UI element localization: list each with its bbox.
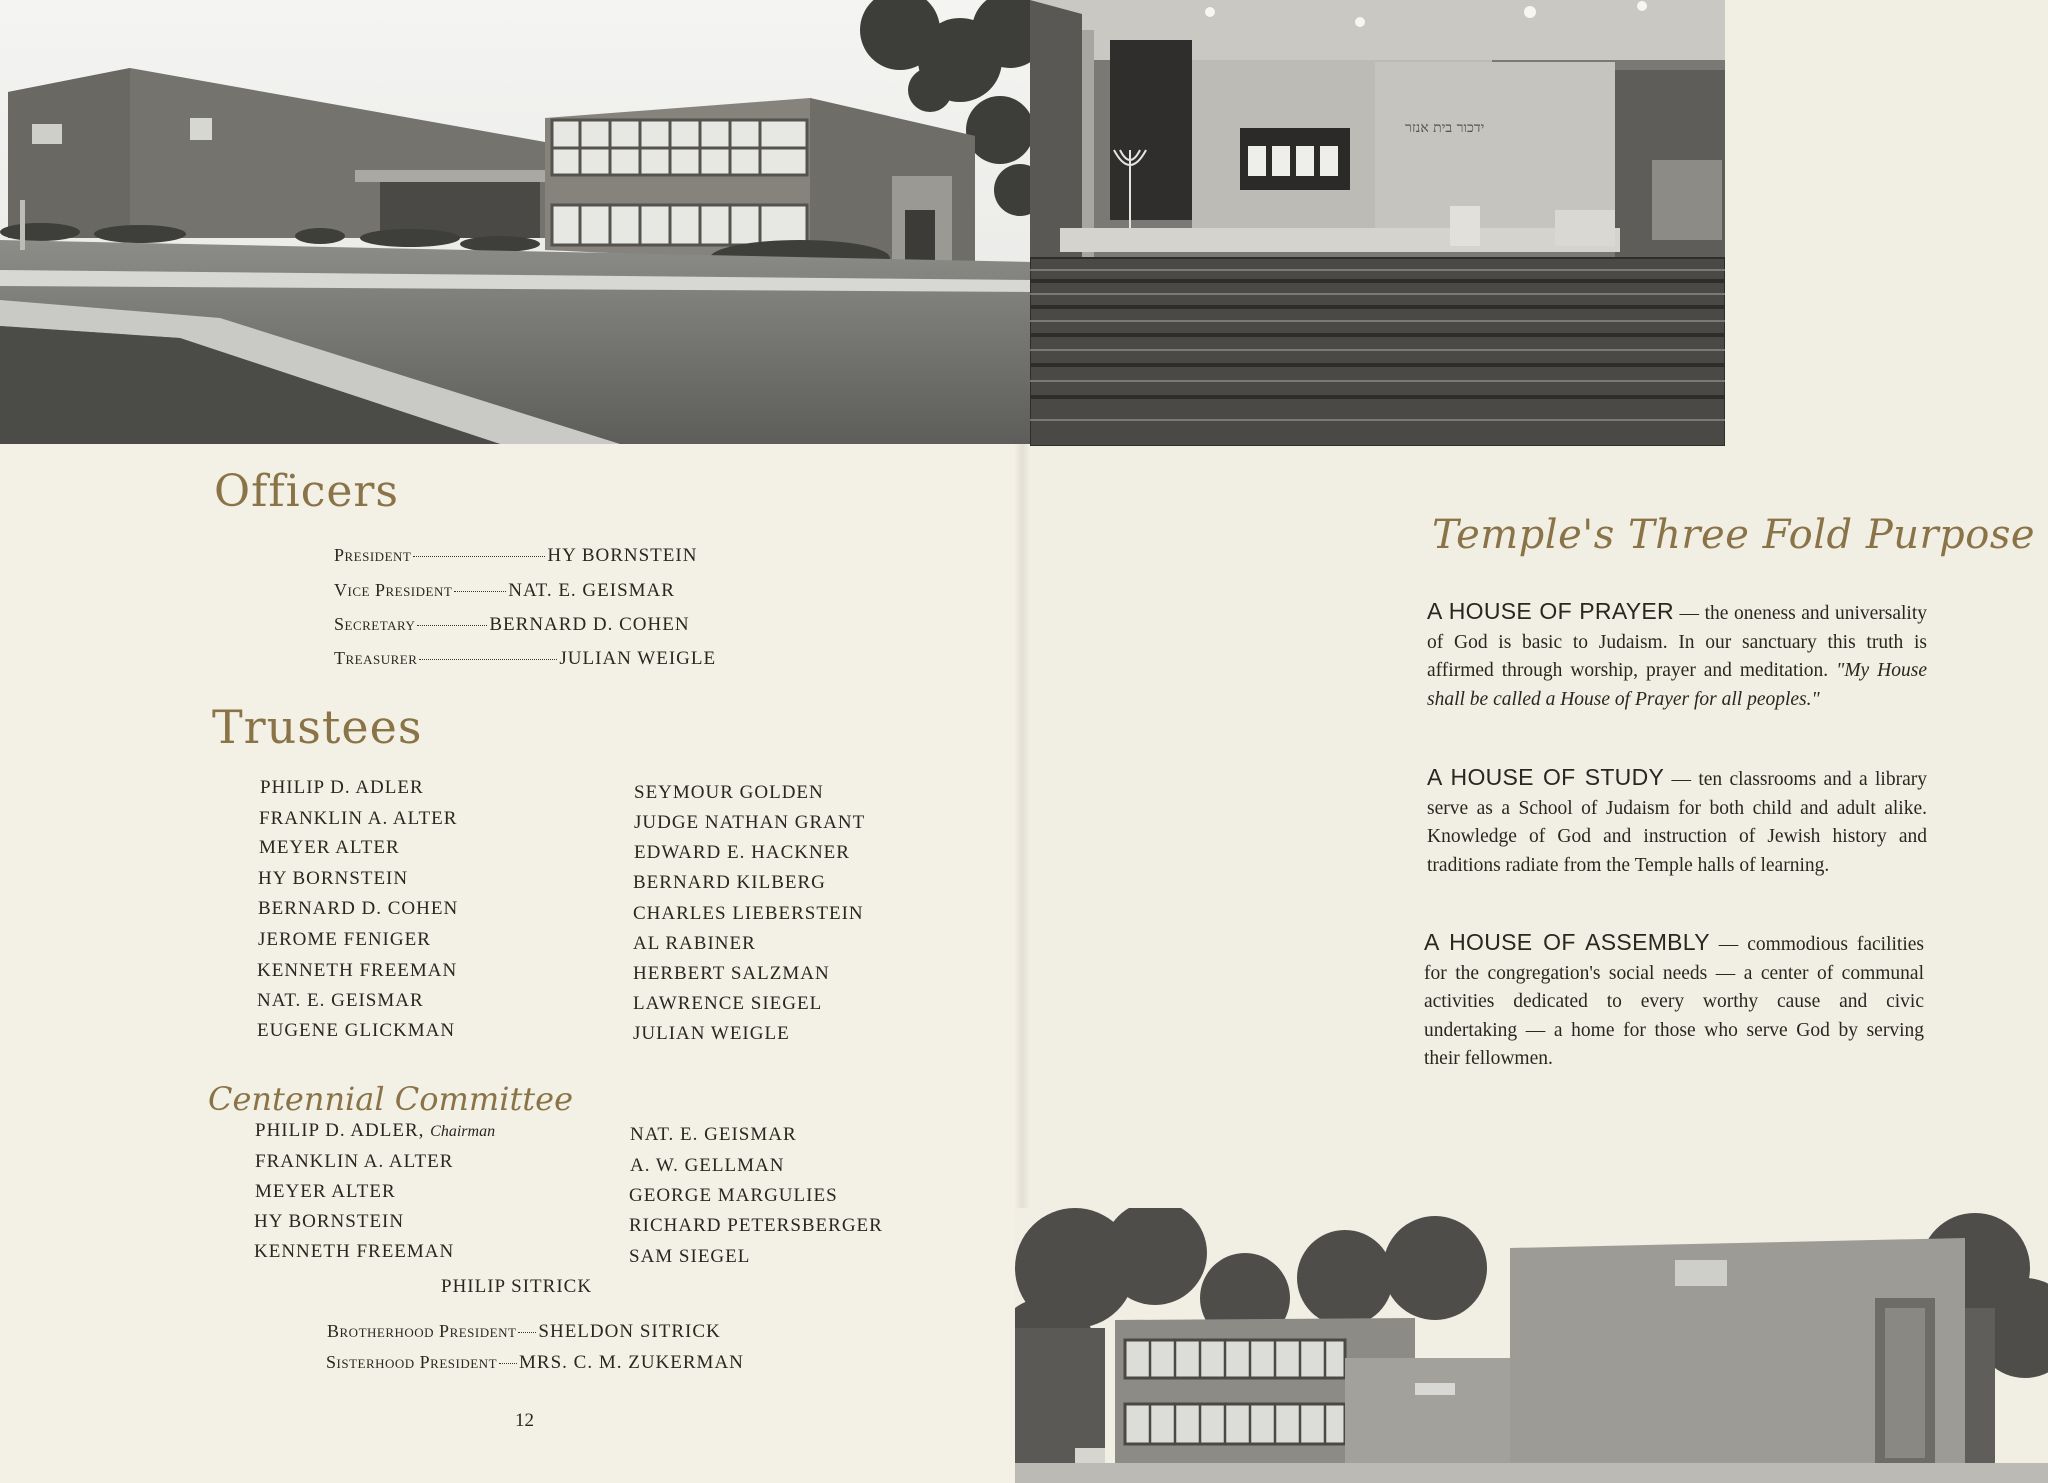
officer-role: Vice President	[334, 580, 453, 600]
committee-chair-name: PHILIP D. ADLER,	[255, 1120, 425, 1141]
trustee-name: HY BORNSTEIN	[258, 868, 409, 889]
purpose-heading: Temple's Three Fold Purpose	[1432, 512, 2036, 558]
committee-member: KENNETH FREEMAN	[254, 1241, 455, 1262]
committee-member: RICHARD PETERSBERGER	[629, 1215, 883, 1236]
page-number: 12	[515, 1410, 534, 1431]
trustee-name: NAT. E. GEISMAR	[257, 990, 424, 1011]
purpose-body: — the oneness and universality of God is basic to Judaism. In our sanctuary this truth is affirmed through worship, prayer and meditation.	[1427, 603, 1928, 681]
centennial-committee-heading: Centennial Committee	[208, 1080, 574, 1118]
trustee-name: AL RABINER	[633, 933, 756, 954]
school-building-photo	[0, 0, 1032, 444]
committee-member: FRANKLIN A. ALTER	[255, 1151, 454, 1172]
trustee-name: CHARLES LIEBERSTEIN	[633, 903, 864, 924]
auxiliary-role: Sisterhood President	[326, 1352, 498, 1372]
officer-name: HY BORNSTEIN	[547, 545, 698, 566]
committee-member: A. W. GELLMAN	[630, 1155, 785, 1176]
auxiliary-name: MRS. C. M. ZUKERMAN	[519, 1352, 744, 1373]
trustee-name: BERNARD KILBERG	[633, 872, 826, 893]
committee-member: NAT. E. GEISMAR	[630, 1124, 797, 1145]
purpose-body: — ten classrooms and a library serve as a School of Judaism for both child and adult alike. Knowledge of God and instruction of Jewish history and traditions radiate from the Temple halls of learning.	[1427, 769, 1927, 876]
committee-member: MEYER ALTER	[255, 1181, 396, 1202]
auxiliary-name: SHELDON SITRICK	[538, 1321, 721, 1342]
purpose-lead: A HOUSE OF PRAYER	[1427, 598, 1674, 624]
purpose-lead: A HOUSE OF ASSEMBLY	[1424, 929, 1710, 955]
purpose-paragraph-prayer	[1427, 597, 1927, 714]
officer-role: Treasurer	[334, 648, 418, 668]
committee-member: SAM SIEGEL	[629, 1246, 751, 1267]
officer-name: BERNARD D. COHEN	[489, 614, 690, 635]
trustee-name: EUGENE GLICKMAN	[257, 1020, 456, 1041]
trustee-name: SEYMOUR GOLDEN	[634, 782, 824, 803]
purpose-paragraph-study	[1427, 763, 1927, 880]
committee-member: HY BORNSTEIN	[254, 1211, 405, 1232]
officer-row	[334, 545, 697, 567]
officer-role: President	[334, 545, 412, 565]
auxiliary-row	[326, 1352, 744, 1374]
committee-member: GEORGE MARGULIES	[629, 1185, 838, 1206]
officer-row	[334, 614, 690, 636]
officer-role: Secretary	[334, 614, 416, 634]
officers-heading: Officers	[214, 466, 400, 517]
sanctuary-interior-photo	[1030, 0, 1725, 446]
trustees-heading: Trustees	[212, 700, 423, 754]
auxiliary-row	[327, 1321, 721, 1343]
auxiliary-role: Brotherhood President	[327, 1321, 517, 1341]
officer-row	[334, 580, 675, 602]
committee-chair	[255, 1120, 495, 1142]
purpose-paragraph-assembly	[1424, 928, 1924, 1074]
trustee-name: JEROME FENIGER	[258, 929, 431, 950]
svg-text:ידכור בית אנזר: ידכור בית אנזר	[1405, 120, 1485, 136]
trustee-name: KENNETH FREEMAN	[257, 960, 458, 981]
officer-name: NAT. E. GEISMAR	[508, 580, 675, 601]
purpose-body: — commodious facilities for the congregation's social needs — a center of communal activities dedicated to every worthy cause and civic undertaking — a home for those who serve God by serving their fellowmen.	[1424, 934, 1924, 1069]
trustee-name: EDWARD E. HACKNER	[634, 842, 850, 863]
trustee-name: BERNARD D. COHEN	[258, 898, 459, 919]
officer-row	[334, 648, 716, 670]
trustee-name: HERBERT SALZMAN	[633, 963, 830, 984]
trustee-name: FRANKLIN A. ALTER	[259, 808, 458, 829]
trustee-name: JUDGE NATHAN GRANT	[634, 812, 866, 833]
trustee-name: MEYER ALTER	[259, 837, 400, 858]
committee-member: PHILIP SITRICK	[441, 1276, 593, 1297]
officer-name: JULIAN WEIGLE	[559, 648, 717, 669]
purpose-lead: A HOUSE OF STUDY	[1427, 764, 1665, 790]
trustee-name: PHILIP D. ADLER	[260, 777, 424, 798]
committee-chair-role: Chairman	[430, 1123, 496, 1140]
temple-exterior-photo	[1015, 1208, 2048, 1483]
trustee-name: LAWRENCE SIEGEL	[633, 993, 823, 1014]
trustee-name: JULIAN WEIGLE	[633, 1023, 790, 1044]
purpose-quote: "My House shall be called a House of Prayer for all peoples."	[1427, 660, 1927, 710]
